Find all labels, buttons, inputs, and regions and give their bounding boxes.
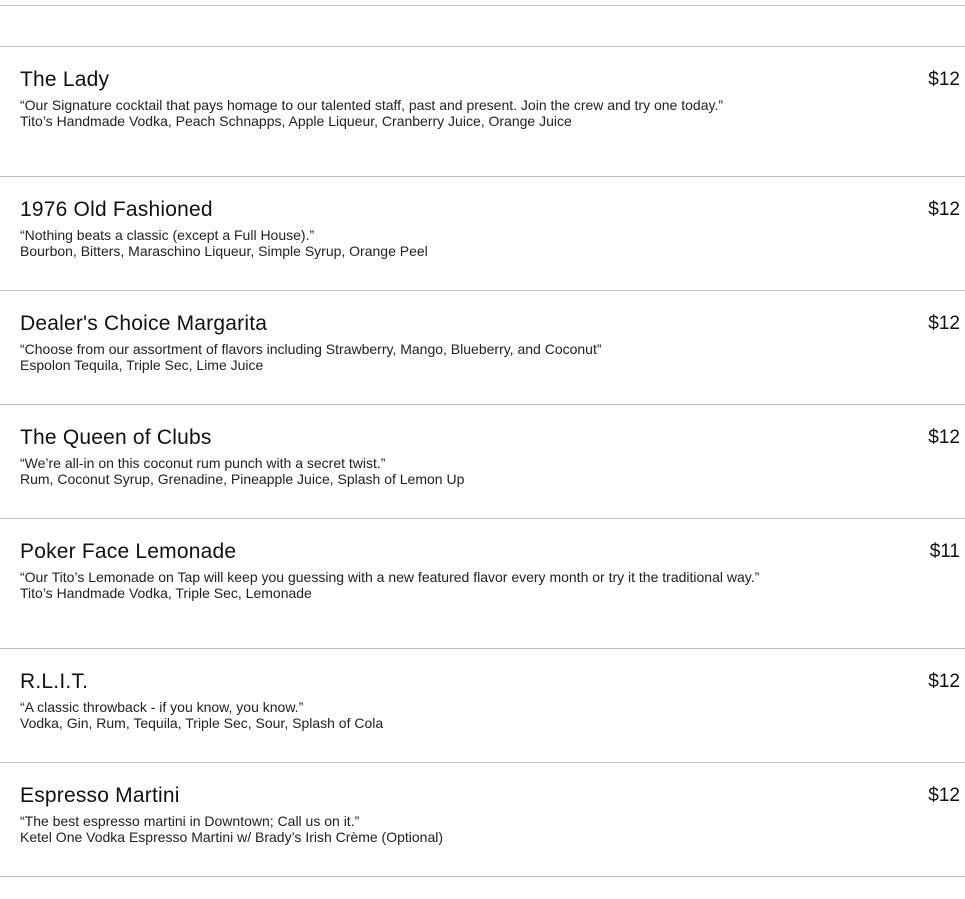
menu-item-espresso-martini xyxy=(0,763,965,877)
item-ingredients: Bourbon, Bitters, Maraschino Liqueur, Simple Syrup, Orange Peel xyxy=(20,243,428,259)
item-description: “We’re all-in on this coconut rum punch with a secret twist.” xyxy=(20,455,386,471)
item-price: $12 xyxy=(928,313,960,334)
cocktail-menu xyxy=(0,46,965,877)
menu-item-poker-face-lemonade xyxy=(0,519,965,649)
item-ingredients: Tito’s Handmade Vodka, Triple Sec, Lemonade xyxy=(20,585,312,601)
item-price: $12 xyxy=(928,671,960,692)
menu-item-rlit xyxy=(0,649,965,763)
item-ingredients: Espolon Tequila, Triple Sec, Lime Juice xyxy=(20,357,264,373)
item-price: $12 xyxy=(928,69,960,90)
item-ingredients: Tito’s Handmade Vodka, Peach Schnapps, Apple Liqueur, Cranberry Juice, Orange Juice xyxy=(20,113,572,129)
top-divider xyxy=(0,5,965,6)
item-ingredients: Rum, Coconut Syrup, Grenadine, Pineapple Juice, Splash of Lemon Up xyxy=(20,471,465,487)
item-description: “The best espresso martini in Downtown; Call us on it.” xyxy=(20,813,360,829)
item-name: Poker Face Lemonade xyxy=(20,540,237,563)
item-price: $12 xyxy=(928,199,960,220)
item-price: $11 xyxy=(929,541,960,562)
item-description: “Choose from our assortment of flavors including Strawberry, Mango, Blueberry, and Coconut” xyxy=(20,341,602,357)
item-name: Espresso Martini xyxy=(20,784,180,807)
item-description: “Nothing beats a classic (except a Full House).” xyxy=(20,227,315,243)
item-name: The Lady xyxy=(20,68,110,91)
menu-item-the-queen-of-clubs xyxy=(0,405,965,519)
menu-item-1976-old-fashioned xyxy=(0,177,965,291)
item-name: The Queen of Clubs xyxy=(20,426,212,449)
item-description: “A classic throwback - if you know, you know.” xyxy=(20,699,304,715)
item-price: $12 xyxy=(928,785,960,806)
item-description: “Our Tito’s Lemonade on Tap will keep you guessing with a new featured flavor every month or try it the traditional way.” xyxy=(20,569,760,585)
item-name: R.L.I.T. xyxy=(20,670,89,693)
menu-item-the-lady xyxy=(0,47,965,177)
item-description: “Our Signature cocktail that pays homage to our talented staff, past and present. Join the crew and try one today.” xyxy=(20,97,723,113)
menu-item-dealers-choice-margarita xyxy=(0,291,965,405)
item-ingredients: Vodka, Gin, Rum, Tequila, Triple Sec, Sour, Splash of Cola xyxy=(20,715,384,731)
item-name: 1976 Old Fashioned xyxy=(20,198,213,221)
item-price: $12 xyxy=(928,427,960,448)
item-ingredients: Ketel One Vodka Espresso Martini w/ Brady’s Irish Crème (Optional) xyxy=(20,829,444,845)
item-name: Dealer's Choice Margarita xyxy=(20,312,268,335)
